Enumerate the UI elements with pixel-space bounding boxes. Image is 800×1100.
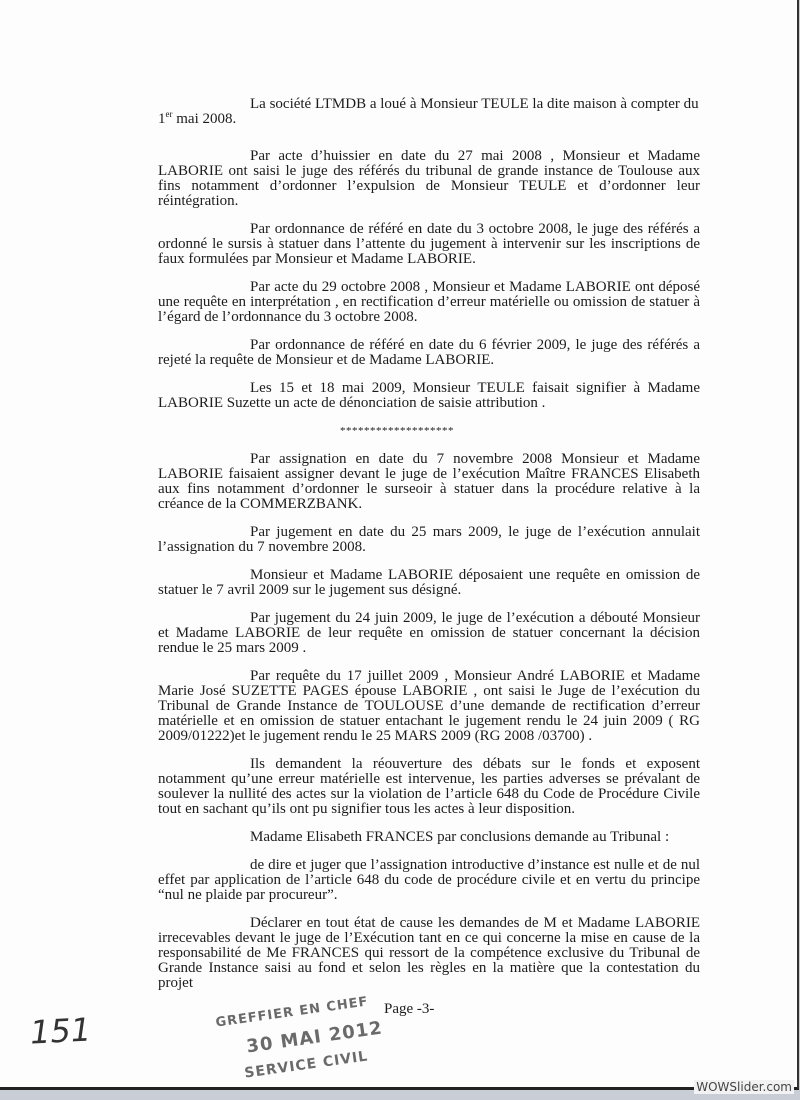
paragraph-text: Les 15 et 18 mai 2009, Monsieur TEULE faisait signifier à Madame LABORIE Suzette un acte de dénonciation de saisie attribution . — [158, 380, 700, 411]
paragraph — [158, 669, 700, 744]
paragraph-text: Madame Elisabeth FRANCES par conclusions demande au Tribunal : — [250, 829, 670, 845]
stamp-service: SERVICE CIVIL — [243, 1048, 370, 1082]
stamp-date: 30 MAI 2012 — [245, 1017, 385, 1058]
paragraph — [158, 830, 700, 845]
paragraph-text: de dire et juger que l’assignation introductive d’instance est nulle et de nul effet par application de l’article 648 du code de procédure civile et en vertu du principe “nul ne plaide par procureur”. — [158, 857, 700, 903]
paragraph-text: Par ordonnance de référé en date du 3 octobre 2008, le juge des référés a ordonné le sursis à statuer dans l’attente du jugement à intervenir sur les inscriptions de faux formulées par Monsieur et Madame LABORIE. — [158, 221, 700, 267]
paragraph — [158, 222, 700, 267]
paragraph — [158, 611, 700, 656]
paragraph-text: La société LTMDB a loué à Monsieur TEULE la dite maison à compter du — [250, 96, 699, 112]
watermark: WOWSlider.com — [696, 1080, 792, 1094]
paragraph-text: Par acte du 29 octobre 2008 , Monsieur et Madame LABORIE ont déposé une requête en interprétation , en rectification d’erreur matérielle ou omission de statuer à l’égard de l’ordonnance du 3 octobre 2008. — [158, 279, 700, 325]
page-number: Page -3- — [384, 1001, 435, 1017]
stamp-greffier: GREFFIER EN CHEF — [214, 994, 370, 1031]
paragraph — [158, 280, 700, 325]
document-body — [158, 96, 700, 1082]
superscript: er — [165, 109, 173, 119]
paragraph-text: 1 — [158, 111, 166, 127]
paragraph-text: Déclarer en tout état de cause les demandes de M et Madame LABORIE irrecevables devant le juge de l’Exécution tant en ce qui concerne la mise en cause de la responsabilité de Me FRANCES qui ressort de la compétence exclusive du Tribunal de Grande Instance saisi au fond et selon les règles en la matière que la contestation du projet — [158, 915, 700, 991]
paragraph — [158, 338, 700, 368]
paragraph-text: Par ordonnance de référé en date du 6 février 2009, le juge des référés a rejeté la requête de Monsieur et de Madame LABORIE. — [158, 337, 700, 368]
paragraph — [158, 525, 700, 555]
paragraph — [158, 757, 700, 817]
paragraph — [158, 858, 700, 903]
paragraph — [158, 149, 700, 209]
handwritten-number: 151 — [29, 1010, 93, 1052]
paragraph-text: Par acte d’huissier en date du 27 mai 2008 , Monsieur et Madame LABORIE ont saisi le juge des référés du tribunal de grande instance de Toulouse aux fins notamment d’ordonner l’expulsion de Monsieur TEULE et d’ordonner leur réintégration. — [158, 148, 700, 209]
page-footer — [158, 994, 700, 1082]
paragraph-text: mai 2008. — [172, 111, 237, 127]
paragraph-text: Ils demandent la réouverture des débats sur le fonds et exposent notamment qu’une erreur matérielle est intervenue, les parties adverses se prévalant de soulever la nullité des actes sur la violation de l’article 648 du Code de Procédure Civile tout en sachant qu’ils ont pu signifier tous les actes à leur disposition. — [158, 756, 700, 817]
paragraph-text: Monsieur et Madame LABORIE déposaient une requête en omission de statuer le 7 avril 2009 sur le jugement sus désigné. — [158, 567, 700, 598]
paragraph — [158, 381, 700, 411]
paragraph-text: Par jugement du 24 juin 2009, le juge de l’exécution a débouté Monsieur et Madame LABORIE de leur requête en omission de statuer concernant la décision rendue le 25 mars 2009 . — [158, 610, 700, 656]
paragraph-text: Par requête du 17 juillet 2009 , Monsieur André LABORIE et Madame Marie José SUZETTE PAGES épouse LABORIE , ont saisi le Juge de l’exécution du Tribunal de Grande Instance de TOULOUSE d’une demande de rectification d’erreur matérielle et en omission de statuer entachant le jugement rendu le 24 juin 2009 ( RG 2009/01222)et le jugement rendu le 25 MARS 2009 (RG 2008 /03700) . — [158, 668, 700, 744]
paragraph — [158, 97, 700, 127]
paragraph — [158, 916, 700, 991]
paragraph — [158, 452, 700, 512]
separator: ******************* — [340, 425, 454, 437]
paragraph — [158, 568, 700, 598]
paragraph-text: Par assignation en date du 7 novembre 2008 Monsieur et Madame LABORIE faisaient assigner devant le juge de l’exécution Maître FRANCES Elisabeth aux fins notamment d’ordonner le surseoir à statuer dans la procédure relative à la créance de la COMMERZBANK. — [158, 451, 700, 512]
paragraph-text: Par jugement en date du 25 mars 2009, le juge de l’exécution annulait l’assignation du 7 novembre 2008. — [158, 524, 700, 555]
